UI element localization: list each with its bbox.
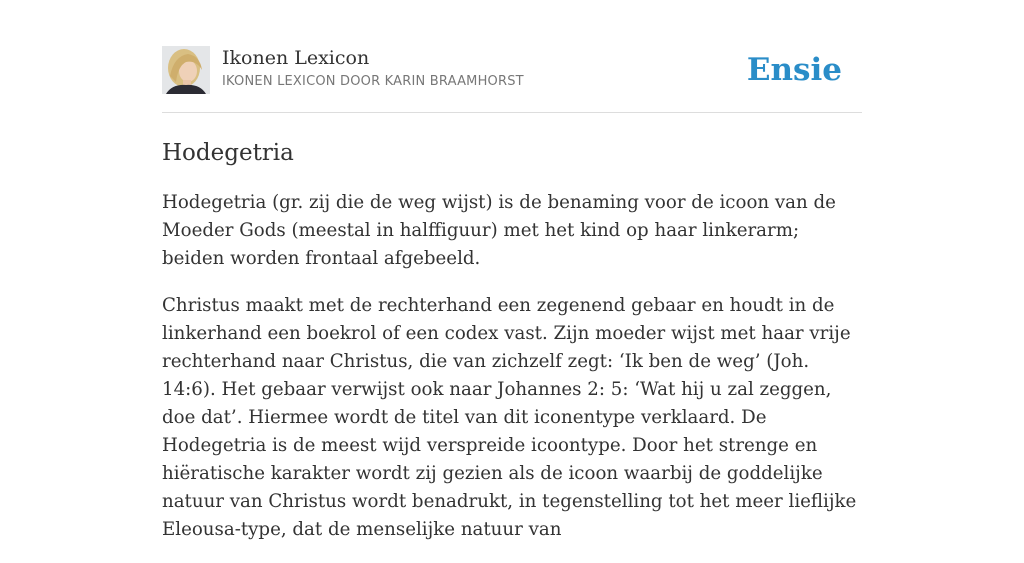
author-avatar[interactable]: [162, 46, 210, 94]
lexicon-info: [222, 45, 524, 92]
page-header: [162, 0, 862, 113]
entry-paragraph: Hodegetria (gr. zij die de weg wijst) is de benaming voor de icoon van de Moeder Gods (meestal in halffiguur) met het kind op haar linkerarm; beiden worden frontaal afgebeeld.: [162, 192, 836, 269]
entry-paragraph: Christus maakt met de rechterhand een zegenend gebaar en houdt in de linkerhand een boekrol of een codex vast. Zijn moeder wijst met haar vrije rechterhand naar Christus, die van zichzelf zegt: ‘Ik ben de weg’ (Joh. 14:6). Het gebaar verwijst ook naar Johannes 2: 5: ‘Wat hij u zal zeggen, doe dat’. Hiermee wordt de titel van dit iconentype verklaard. De Hodegetria is de meest wijd verspreide icoontype. Door het strenge en hiëratische karakter wordt zij gezien als de icoon waarbij de goddelijke natuur van Christus wordt benadrukt, in tegenstelling tot het meer lieflijke Eleousa-type, dat de menselijke natuur van: [162, 295, 857, 540]
author-avatar-image: [162, 46, 210, 94]
entry-body: [162, 189, 862, 563]
content-column: [162, 0, 862, 540]
lexicon-title[interactable]: Ikonen Lexicon: [222, 47, 370, 69]
lexicon-subtitle: IKONEN LEXICON DOOR KARIN BRAAMHORST: [222, 74, 524, 89]
entry-title: Hodegetria: [162, 140, 294, 166]
ensie-logo[interactable]: Ensie: [746, 52, 842, 88]
